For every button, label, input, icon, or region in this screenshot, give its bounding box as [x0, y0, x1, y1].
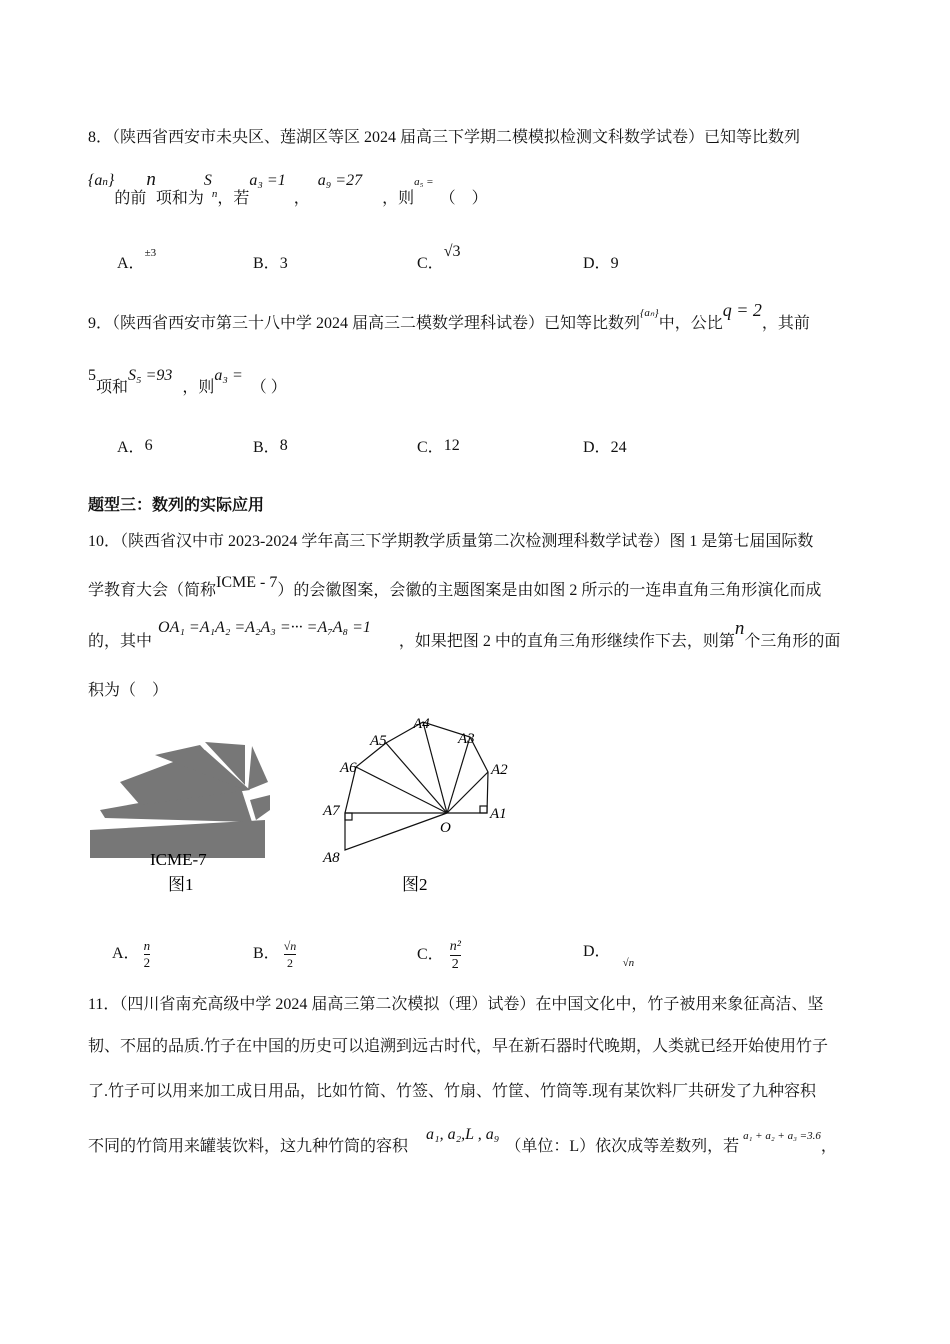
label-a3: A3: [458, 731, 475, 747]
label-a4: A4: [413, 716, 430, 732]
label-a5: A5: [370, 733, 387, 749]
q9-option-d[interactable]: D．24: [583, 439, 627, 456]
label-a2: A2: [491, 762, 508, 778]
q11-line4: 不同的竹筒用来罐装饮料，这九种竹筒的容积a₁, a₂,L , a₉（单位：L）依次成等差数列，若$^{a_1 + a_2 + a_3 =3.6}$，: [88, 1126, 837, 1155]
q9-line1: 9．（陕西省西安市第三十八中学 2024 届高三二模数学理科试卷）已知等比数列$^{\{a_n\}}$中，公比q = 2，其前: [88, 300, 810, 332]
q9-option-c[interactable]: C．12: [417, 437, 460, 456]
q8-line1: 8．（陕西省西安市未央区、莲湖区等区 2024 届高三下学期二模模拟检测文科数学试卷）已知等比数列: [88, 129, 801, 146]
q11-line3: 了.竹子可以用来加工成日用品，比如竹简、竹签、竹扇、竹筐、竹筒等.现有某饮料厂共研发了九种容积: [88, 1083, 817, 1100]
q8-option-d[interactable]: D．9: [583, 255, 619, 272]
fig2-label: 图2: [402, 875, 428, 894]
label-a6: A6: [340, 760, 357, 776]
label-o: O: [440, 820, 451, 836]
q10-figures: [80, 710, 540, 900]
fig1-label: 图1: [168, 875, 194, 894]
q10-option-d[interactable]: D．$_{√n}$: [583, 943, 635, 969]
q8-line2: $\{a^n\}$的前n项和为Sn，若a₃ =1，a₉ =27，则$^{a_5 =}$（ ）: [88, 169, 488, 207]
q10-option-b[interactable]: B． $\frac{√n}{2}$: [253, 939, 297, 970]
q10-line3: 的，其中OA₁ =A₁A₂ =A₂A₃ =··· =A₇A₈ =1，如果把图 2 中的直角三角形继续作下去，则第n个三角形的面: [88, 618, 841, 650]
q8-option-c[interactable]: C．√3: [417, 243, 461, 272]
label-a7: A7: [323, 803, 340, 819]
label-a1: A1: [490, 806, 507, 822]
fig1-caption: ICME-7: [150, 850, 207, 869]
q11-line1: 11．（四川省南充高级中学 2024 届高三第二次模拟（理）试卷）在中国文化中，竹子被用来象征高洁、坚: [88, 996, 824, 1013]
icme-logo: [90, 742, 270, 858]
q8-option-b[interactable]: B．3: [253, 255, 288, 272]
label-a8: A8: [323, 850, 340, 866]
q9-option-a[interactable]: A．6: [117, 437, 153, 456]
q10-line2: 学教育大会（简称ICME - 7）的会徽图案，会徽的主题图案是由如图 2 所示的一连串直角三角形演化而成: [88, 574, 822, 599]
q10-option-a[interactable]: A． $\frac{n}{2}$: [112, 938, 151, 970]
q9-line2: 5项和S₅ =93，则a₃ =（ ）: [88, 367, 287, 396]
section-heading: 题型三：数列的实际应用: [88, 495, 265, 514]
q10-line4: 积为（ ）: [88, 682, 169, 699]
q8-option-a[interactable]: A．$^{\pm 3}$: [117, 247, 157, 272]
q11-line2: 韧、不屈的品质.竹子在中国的历史可以追溯到远古时代，早在新石器时代晚期，人类就已经开始使用竹子: [88, 1038, 829, 1055]
q9-option-b[interactable]: B．8: [253, 437, 288, 456]
q10-option-c[interactable]: C． $\frac{\text{n²}}{2}$: [417, 939, 461, 972]
q10-line1: 10．（陕西省汉中市 2023-2024 学年高三下学期教学质量第二次检测理科数学试卷）图 1 是第七届国际数: [88, 533, 814, 550]
